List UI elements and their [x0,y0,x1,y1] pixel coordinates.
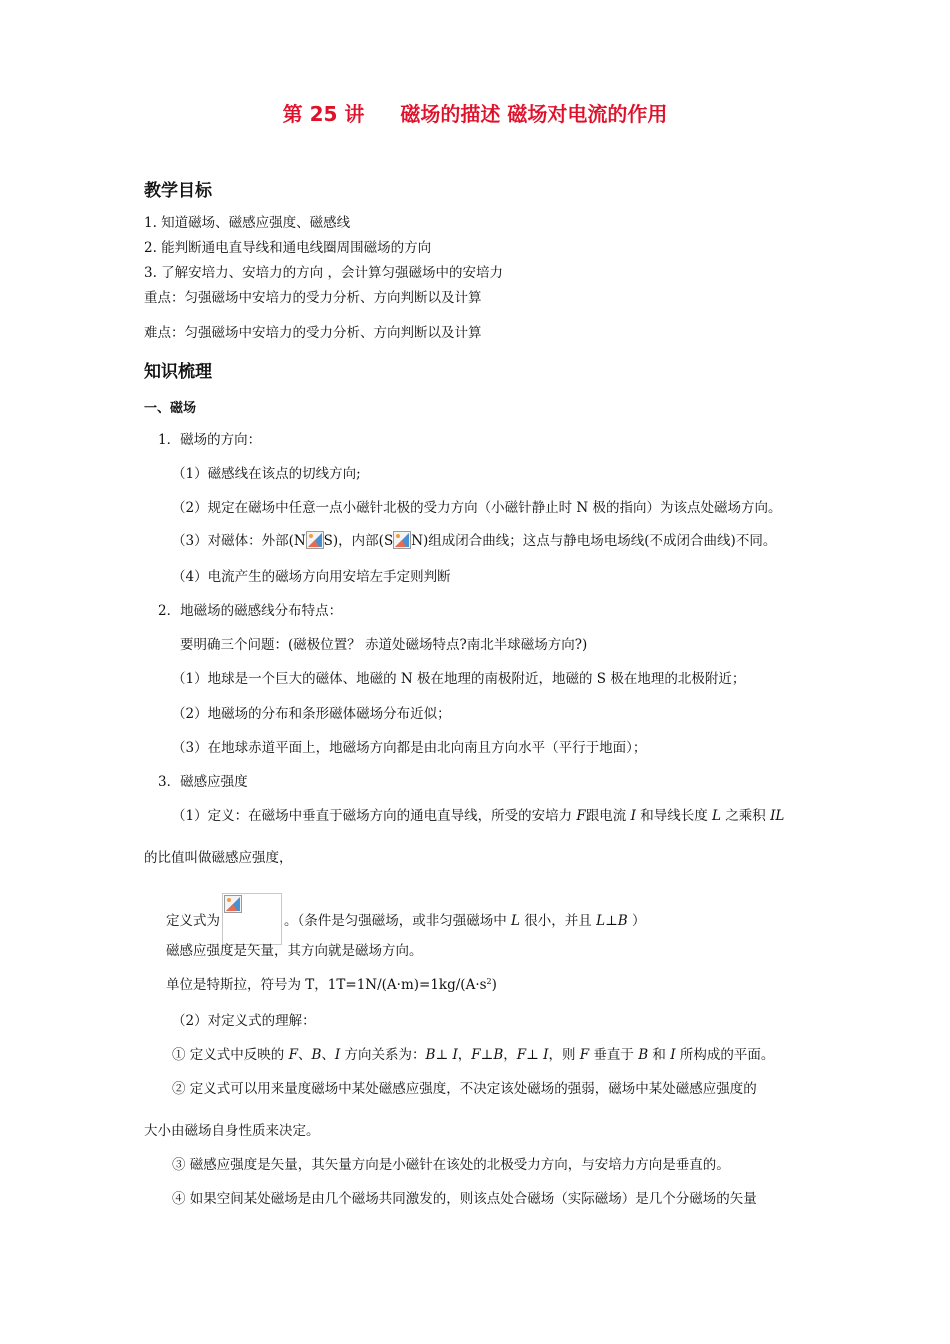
para-1-2: （2）规定在磁场中任意一点小磁针北极的受力方向（小磁针静止时 N 极的指向）为该点处磁场方向。 [172,500,782,516]
text: 方向关系为： [340,1047,426,1063]
clause-3: ③ 磁感应强度是矢量，其矢量方向是小磁针在该处的北极受力方向，与安培力方向是垂直的。 [172,1157,730,1173]
para-2-1: （1）地球是一个巨大的磁体、地磁的 N 极在地理的南极附近，地磁的 S 极在地理的北极附近； [172,671,746,687]
relation: F⊥ I [516,1047,549,1063]
lecture-title: 磁场的描述 磁场对电流的作用 [400,102,668,126]
para-1-3-a: （3）对磁体：外部(N [172,533,306,549]
var-F: F [576,808,586,824]
text: 、 [297,1047,312,1063]
text: 之乘积 [720,808,771,824]
goal-item-1: 1. 知道磁场、磁感应强度、磁感线 [144,215,351,231]
clause-1 [172,1045,774,1065]
goal-item-3: 3. 了解安培力、安培力的方向 ，会计算匀强磁场中的安培力 [144,265,503,281]
key-point: 重点：匀强磁场中安培力的受力分析、方向判断以及计算 [144,290,482,306]
subsection-magnetic-field: 一、磁场 [144,401,197,416]
text: ， [457,1047,472,1063]
var-B: B [638,1047,649,1063]
para-1-3-b: S)，内部(S [323,533,394,549]
para-1-3-c: N)组成闭合曲线；这点与静电场电场线(不成闭合曲线)不同。 [411,533,777,549]
para-field-direction: 1．磁场的方向： [158,432,262,448]
para-induction: 3．磁感应强度 [158,774,248,790]
para-1-4: （4）电流产生的磁场方向用安培左手定则判断 [172,569,451,585]
text: （1）定义：在磁场中垂直于磁场方向的通电直导线，所受的安培力 [172,808,577,824]
para-unit [166,975,497,995]
difficulty-point: 难点：匀强磁场中安培力的受力分析、方向判断以及计算 [144,325,482,341]
var-I: I [630,808,636,824]
clause-2b: 大小由磁场自身性质来决定。 [144,1123,320,1139]
goals-heading: 教学目标 [144,181,212,201]
text: 和 [648,1047,671,1063]
superscript: 2 [486,977,492,986]
var-I: I [670,1047,676,1063]
var-LB: L⊥B [596,913,628,929]
para-vector: 磁感应强度是矢量，其方向就是磁场方向。 [166,943,423,959]
para-2-3: （3）在地球赤道平面上，地磁场方向都是由北向南且方向水平（平行于地面）； [172,740,647,756]
var-L: L [511,913,521,929]
arrow-image-icon [306,531,324,549]
text: 很小，并且 [520,913,597,929]
var-F: F [288,1047,298,1063]
para-3-1b: 的比值叫做磁感应强度， [144,850,293,866]
var-L: L [712,808,721,824]
text: 跟电流 [585,808,631,824]
var-F: F [579,1047,590,1063]
para-2-2: （2）地磁场的分布和条形磁体磁场分布近似； [172,706,451,722]
text: 单位是特斯拉，符号为 T，1T=1N/(A·m)=1kg/(A·s [166,977,487,993]
relation: B⊥ I [425,1047,458,1063]
arrow-image-icon [393,531,411,549]
clause-4: ④ 如果空间某处磁场是由几个磁场共同激发的，则该点处合磁场（实际磁场）是几个分磁场的矢量 [172,1191,757,1207]
var-B: B [311,1047,322,1063]
text: ） [627,913,646,929]
page-title [0,98,950,127]
text: 定义式为 [166,913,220,929]
para-definition [166,893,646,945]
text: 垂直于 [589,1047,639,1063]
text: ① 定义式中反映的 [172,1047,289,1063]
para-1-3 [172,531,776,551]
text: 、 [321,1047,335,1063]
para-3-2: （2）对定义式的理解： [172,1013,316,1029]
text: 。（条件是匀强磁场，或非匀强磁场中 [284,913,512,929]
para-1-1: （1）磁感线在该点的切线方向; [172,466,361,482]
text: ， [503,1047,517,1063]
knowledge-heading: 知识梳理 [144,362,212,382]
para-2-0: 要明确三个问题：(磁极位置？ 赤道处磁场特点?南北半球磁场方向?) [180,637,588,653]
var-IL: IL [770,808,785,824]
text: 所构成的平面。 [675,1047,775,1063]
para-3-1 [172,806,784,826]
goal-item-2: 2. 能判断通电直导线和通电线圈周围磁场的方向 [144,240,432,256]
text: 和导线长度 [635,808,712,824]
relation: F⊥B [471,1047,504,1063]
lecture-number: 第 25 讲 [282,102,365,126]
para-earth-field: 2．地磁场的磁感线分布特点： [158,603,343,619]
clause-2: ② 定义式可以用来量度磁场中某处磁感应强度，不决定该处磁场的强弱，磁场中某处磁感应强度的 [172,1081,757,1097]
text: ) [491,977,497,993]
var-I: I [334,1047,341,1063]
formula-image [222,893,282,945]
text: ，则 [548,1047,580,1063]
